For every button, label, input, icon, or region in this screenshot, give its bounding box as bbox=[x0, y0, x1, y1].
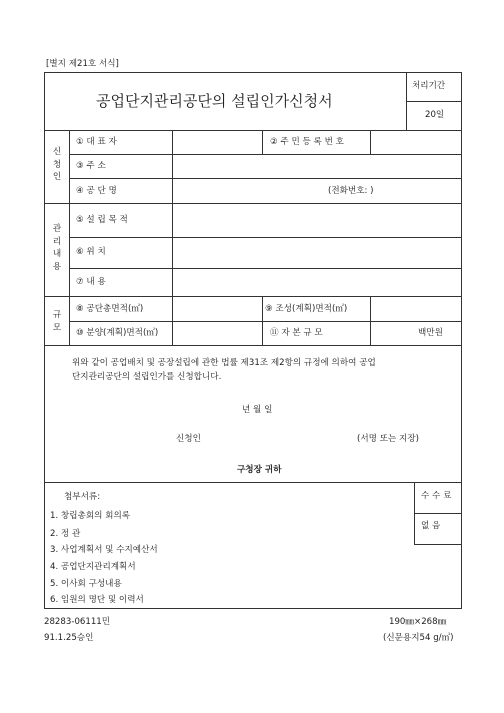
purpose-label: ⑤ 설 립 목 적 bbox=[76, 215, 128, 225]
attachment-item: 5. 이사회 구성내용 bbox=[50, 579, 122, 589]
fee-value: 없 음 bbox=[421, 521, 441, 531]
total-area-field[interactable] bbox=[173, 297, 261, 320]
processing-period-value: 20일 bbox=[425, 110, 445, 120]
capital-unit: 백만원 bbox=[418, 328, 443, 338]
purpose-field[interactable] bbox=[173, 204, 460, 236]
attachment-item: 4. 공업단지관리계획서 bbox=[50, 562, 136, 572]
declaration-line-2: 단지관리공단의 설립인가를 신청합니다. bbox=[72, 372, 222, 382]
application-date[interactable]: 년 월 일 bbox=[242, 405, 273, 415]
processing-period-label: 처리기간 bbox=[412, 81, 446, 91]
attachment-item: 6. 임원의 명단 및 이력서 bbox=[50, 595, 144, 605]
attachment-item: 3. 사업계획서 및 수지예산서 bbox=[50, 545, 158, 555]
resident-number-label: ② 주 민 등 록 번 호 bbox=[270, 137, 344, 147]
phone-number-label: (전화번호: ) bbox=[328, 186, 374, 196]
section-management: 관리내용 bbox=[52, 224, 62, 272]
attachment-item: 2. 정 관 bbox=[50, 529, 81, 539]
form-title: 공업단지관리공단의 설립인가신청서 bbox=[96, 92, 333, 110]
declaration-line-1: 위와 같이 공업배치 및 공장설립에 관한 법률 제31조 제2항의 규정에 의하여 공업 bbox=[72, 358, 376, 368]
signature-label[interactable]: (서명 또는 지장) bbox=[357, 434, 419, 444]
address-label: ③ 주 소 bbox=[76, 161, 106, 171]
location-field[interactable] bbox=[173, 238, 460, 267]
form-code: 28283-06111민 bbox=[44, 617, 111, 627]
representative-label: ① 대 표 자 bbox=[76, 137, 117, 147]
representative-field[interactable] bbox=[173, 131, 261, 153]
paper-type: (신문용지54 g/㎡) bbox=[383, 633, 454, 643]
address-field[interactable] bbox=[173, 155, 460, 177]
capital-field[interactable] bbox=[371, 322, 460, 344]
content-field[interactable] bbox=[173, 269, 460, 295]
approval-date: 91.1.25승인 bbox=[44, 633, 94, 643]
corporation-name-field[interactable] bbox=[173, 179, 460, 202]
content-label: ⑦ 내 용 bbox=[76, 277, 106, 287]
capital-label: ⑪ 자 본 규 모 bbox=[270, 328, 323, 338]
section-applicant: 신청인 bbox=[52, 147, 62, 182]
paper-size: 190㎜×268㎜ bbox=[389, 617, 447, 627]
section-scale: 규모 bbox=[52, 310, 62, 333]
total-area-label: ⑧ 공단총면적(㎡) bbox=[76, 304, 144, 314]
sale-area-field[interactable] bbox=[173, 322, 261, 344]
planned-area-field[interactable] bbox=[371, 297, 460, 320]
sale-area-label: ⑩ 분양(계획)면적(㎡) bbox=[76, 328, 159, 338]
attachments-heading: 첨부서류: bbox=[64, 492, 101, 502]
form-number-label: [별지 제21호 서식] bbox=[46, 59, 119, 69]
planned-area-label: ⑨ 조성(계획)면적(㎡) bbox=[265, 304, 348, 314]
location-label: ⑥ 위 치 bbox=[76, 247, 106, 257]
fee-label: 수 수 료 bbox=[421, 491, 452, 501]
attachment-item: 1. 창립총회의 회의록 bbox=[50, 511, 131, 521]
resident-number-field[interactable] bbox=[371, 131, 460, 153]
recipient-label: 구청장 귀하 bbox=[237, 465, 282, 475]
corporation-name-label: ④ 공 단 명 bbox=[76, 186, 117, 196]
applicant-label: 신청인 bbox=[176, 434, 201, 444]
